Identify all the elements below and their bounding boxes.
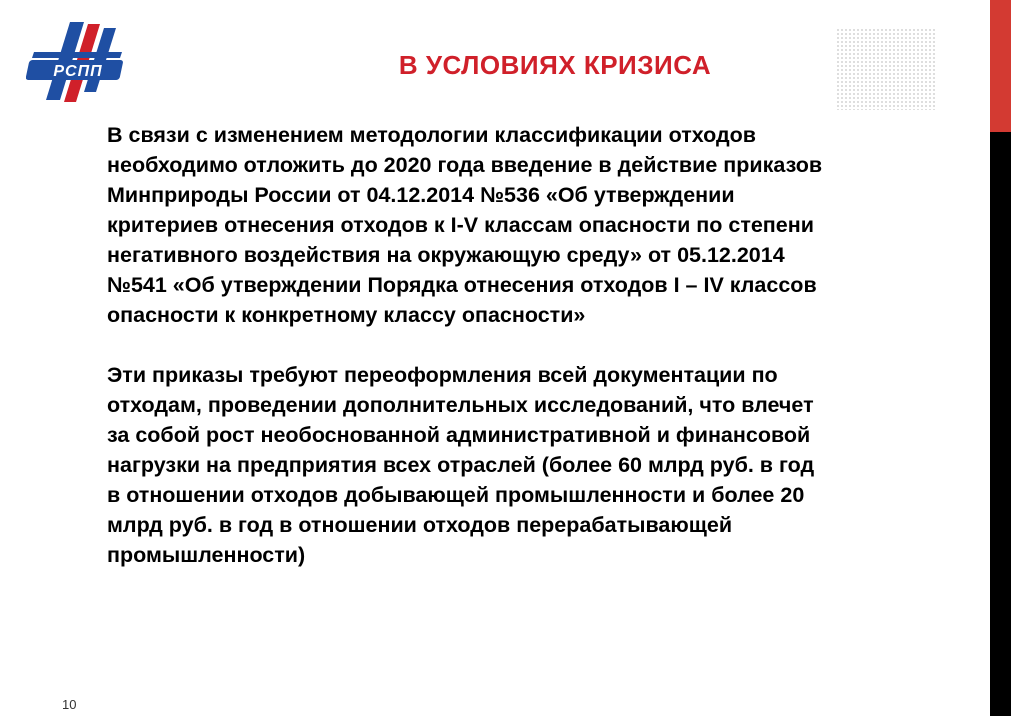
text-line: опасности к конкретному классу опасности» (107, 303, 586, 327)
text-line: №541 «Об утверждении Порядка отнесения отходов I – IV классов (107, 273, 817, 297)
text-line: в отношении отходов добывающей промышленности и более 20 (107, 483, 805, 507)
paragraph-1 (107, 120, 967, 330)
text-line: отходам, проведении дополнительных исследований, что влечет (107, 393, 814, 417)
text-line: критериев отнесения отходов к I-V классам опасности по степени (107, 213, 814, 237)
side-bar-black (990, 132, 1011, 716)
text-line: млрд руб. в год в отношении отходов перерабатывающей (107, 513, 733, 537)
decorative-dot-pattern (836, 28, 936, 110)
text-line: за собой рост необоснованной административной и финансовой (107, 423, 811, 447)
text-line: нагрузки на предприятия всех отраслей (более 60 млрд руб. в год (107, 453, 815, 477)
text-line: негативного воздействия на окружающую среду» от 05.12.2014 (107, 243, 785, 267)
text-line: В связи с изменением методологии классификации отходов (107, 123, 756, 147)
paragraph-spacer (107, 330, 967, 360)
text-line: необходимо отложить до 2020 года введение в действие приказов (107, 153, 823, 177)
logo-text: РСПП (53, 63, 103, 80)
text-line: промышленности) (107, 543, 306, 567)
rspp-logo (26, 20, 128, 104)
slide-body (107, 120, 967, 570)
page-number: 10 (62, 697, 77, 712)
text-line: Минприроды России от 04.12.2014 №536 «Об утверждении (107, 183, 735, 207)
paragraph-2 (107, 360, 967, 570)
slide-title: В УСЛОВИЯХ КРИЗИСА (398, 50, 712, 80)
text-line: Эти приказы требуют переоформления всей документации по (107, 363, 778, 387)
side-bar-red (990, 0, 1011, 132)
